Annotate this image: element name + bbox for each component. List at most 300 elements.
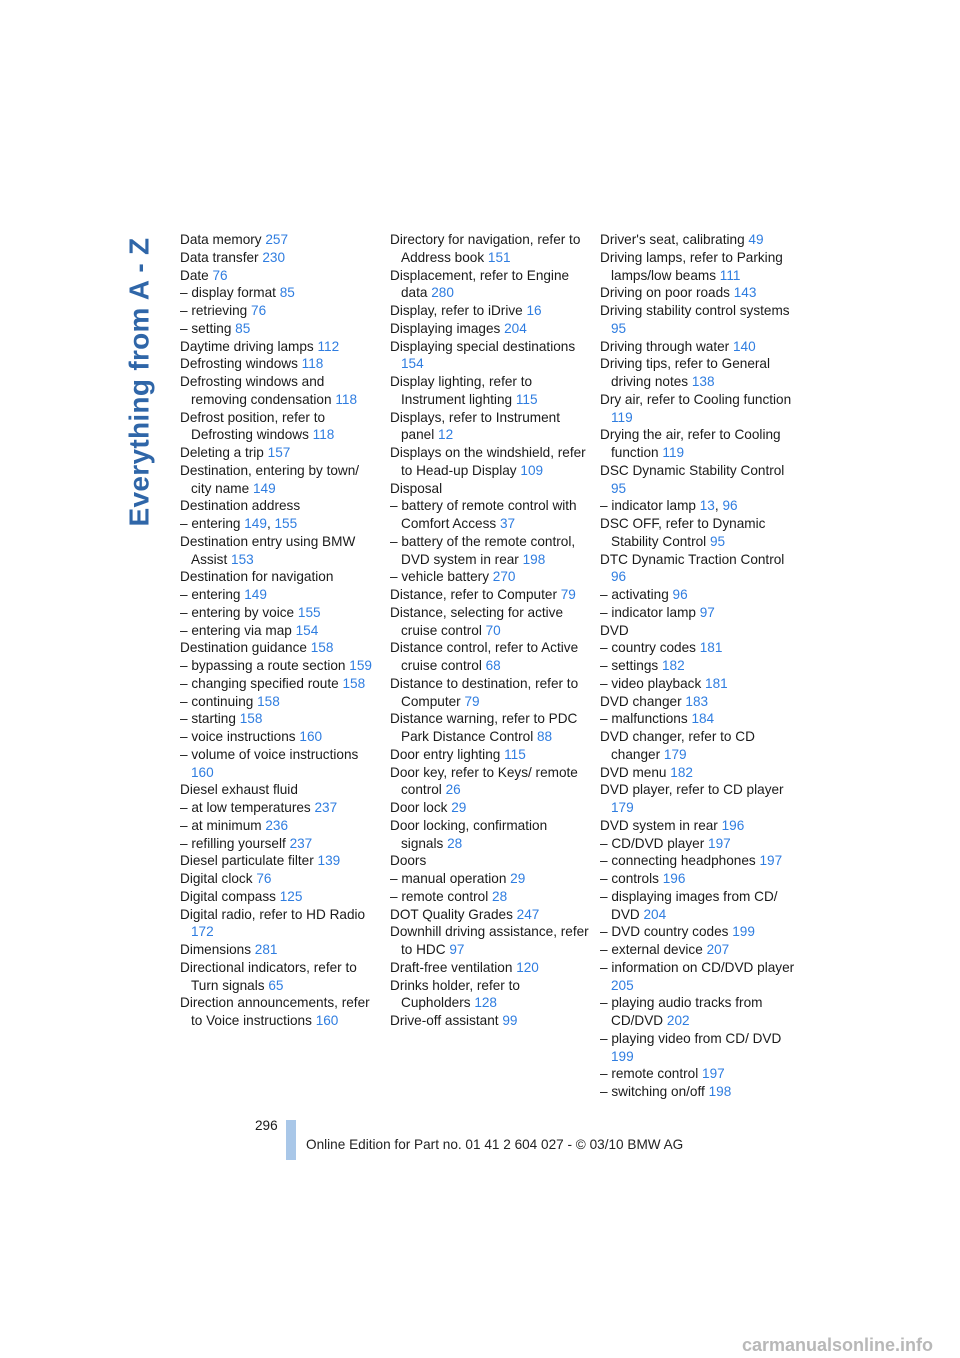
page-link[interactable]: 119 (611, 409, 633, 425)
index-term: Displays, refer to Instrument panel (390, 409, 560, 443)
index-term: – changing specified route (180, 675, 339, 691)
index-entry (390, 870, 590, 888)
page-link[interactable]: 96 (672, 587, 688, 602)
page-link[interactable]: 197 (708, 835, 731, 851)
index-entry (390, 533, 590, 569)
index-column-3 (600, 231, 800, 1101)
index-term: Door key, refer to Keys/ remote control (390, 764, 578, 798)
index-entry (180, 373, 380, 409)
index-entry (600, 586, 800, 604)
index-entry (180, 249, 380, 267)
index-term: Digital radio, refer to HD Radio (180, 906, 366, 922)
index-term: DVD player, refer to CD player (600, 782, 784, 798)
page-link[interactable]: 204 (504, 320, 527, 336)
index-entry (390, 568, 590, 586)
index-entry (180, 852, 380, 870)
index-term: – indicator lamp (600, 498, 696, 514)
index-entry (600, 302, 800, 338)
index-entry (180, 302, 380, 320)
page-link[interactable]: 97 (449, 942, 465, 957)
index-term: Data transfer (180, 249, 259, 265)
index-entry (600, 1065, 800, 1083)
index-term: – voice instructions (180, 729, 296, 744)
index-entry (600, 923, 800, 941)
index-entry (600, 728, 800, 764)
index-term: DVD (600, 622, 629, 638)
index-entry (390, 604, 590, 640)
index-entry (390, 586, 590, 604)
page-link[interactable]: 29 (510, 871, 526, 886)
index-term: – activating (600, 587, 669, 602)
page-link[interactable]: 138 (691, 374, 715, 389)
index-entry (180, 462, 380, 498)
page-link[interactable]: 236 (265, 817, 289, 833)
index-entry (180, 870, 380, 888)
page-number: 296 (255, 1118, 278, 1133)
index-entry (390, 817, 590, 853)
index-entry (180, 604, 380, 622)
page-link[interactable]: 49 (748, 232, 764, 247)
page-link[interactable]: 95 (611, 320, 627, 336)
index-entry (600, 231, 800, 249)
index-term: – display format (180, 285, 276, 301)
index-term: – controls (600, 871, 659, 886)
page-link[interactable]: 154 (295, 622, 319, 638)
index-term: Driving through water (600, 338, 730, 354)
index-term: – connecting headphones (600, 853, 756, 869)
index-entry (600, 693, 800, 711)
index-column-1 (180, 231, 380, 1030)
index-term: Dry air, refer to Cooling function (600, 391, 792, 407)
index-column-2 (390, 231, 590, 1030)
page-link[interactable]: 149 (244, 587, 267, 602)
index-term: Display lighting, refer to Instrument lighting (390, 374, 533, 407)
page-link[interactable]: 247 (516, 906, 540, 922)
index-entry (180, 409, 380, 445)
index-entry (390, 906, 590, 924)
index-term: Defrosting windows and removing condensation (180, 374, 332, 407)
page-link[interactable]: 198 (522, 551, 546, 567)
index-term: Dimensions (180, 942, 252, 957)
index-term: Door locking, confirmation signals (390, 817, 548, 851)
index-term: Destination guidance (180, 640, 307, 656)
index-entry (390, 639, 590, 675)
index-term: Displays on the windshield, refer to Head-up Display (390, 445, 586, 478)
page-link[interactable]: 13 (699, 498, 715, 514)
index-term: DSC OFF, refer to Dynamic Stability Control (600, 516, 766, 549)
index-term: Destination address (180, 498, 301, 514)
index-entry (180, 906, 380, 942)
index-term: Destination for navigation (180, 569, 334, 585)
page-link[interactable]: 281 (254, 942, 278, 957)
page-link[interactable]: 280 (431, 285, 454, 301)
page-link[interactable]: 182 (661, 658, 685, 673)
page-link[interactable]: 202 (666, 1013, 690, 1028)
page-link[interactable]: 158 (342, 675, 366, 691)
index-term: Door lock (390, 800, 448, 815)
index-term: – country codes (600, 640, 696, 656)
index-term: – external device (600, 942, 703, 957)
index-entry (600, 355, 800, 391)
page-link[interactable]: 172 (191, 924, 214, 940)
index-term: Display, refer to iDrive (390, 303, 523, 318)
index-entry (180, 675, 380, 693)
index-term: Disposal (390, 480, 443, 496)
page-link[interactable]: 196 (721, 817, 745, 833)
page-link[interactable]: 184 (691, 711, 715, 727)
index-entry (180, 231, 380, 249)
page-link[interactable]: 68 (485, 658, 501, 673)
index-entry (180, 959, 380, 995)
index-entry (600, 835, 800, 853)
index-term: Diesel particulate filter (180, 853, 314, 869)
index-entry (600, 870, 800, 888)
page-link[interactable]: 37 (499, 516, 516, 531)
index-term: Digital compass (180, 888, 276, 904)
index-term: Diesel exhaust fluid (180, 782, 298, 798)
index-entry (600, 551, 800, 587)
index-term: Directional indicators, refer to Turn signals (180, 959, 357, 993)
index-entry (600, 710, 800, 728)
index-entry (390, 1012, 590, 1030)
index-entry (600, 959, 800, 995)
index-entry (600, 817, 800, 835)
page-link[interactable]: 115 (515, 391, 538, 407)
page-link[interactable]: 183 (685, 693, 709, 709)
page-link[interactable]: 198 (708, 1084, 732, 1099)
page-link[interactable]: 118 (301, 356, 324, 372)
index-entry (390, 852, 590, 870)
index-term: – playing video from CD/ DVD (600, 1030, 782, 1046)
index-term: Defrost position, refer to Defrosting windows (180, 409, 326, 443)
page-link[interactable]: 237 (314, 800, 338, 815)
index-entry (390, 497, 590, 533)
index-term: – setting (180, 320, 232, 336)
watermark: carmanualsonline.info (742, 1335, 934, 1355)
index-term: – battery of the remote control, DVD system in rear (390, 533, 576, 567)
page-link[interactable]: 181 (699, 640, 723, 656)
page-link[interactable]: 79 (464, 693, 480, 709)
page-link[interactable]: 155 (274, 516, 298, 531)
page-link[interactable]: 153 (231, 551, 254, 567)
page-link[interactable]: 26 (445, 782, 461, 798)
page-link[interactable]: 118 (312, 427, 335, 443)
index-term: Distance, refer to Computer (390, 587, 557, 602)
index-term: Deleting a trip (180, 445, 264, 460)
page-link[interactable]: 28 (447, 835, 463, 851)
page-link[interactable]: 181 (705, 675, 728, 691)
index-entry (600, 1030, 800, 1066)
index-term: DVD changer, refer to CD changer (600, 729, 755, 762)
index-term: Doors (390, 853, 427, 869)
index-term: Distance warning, refer to PDC Park Distance Control (390, 711, 578, 744)
index-term: Destination, entering by town/ city name (180, 462, 360, 496)
index-term: Direction announcements, refer to Voice instructions (180, 995, 370, 1028)
index-entry (180, 444, 380, 462)
index-term: Door entry lighting (390, 746, 501, 762)
page-link[interactable]: 29 (451, 800, 467, 815)
index-entry (390, 444, 590, 480)
page-link[interactable]: 160 (299, 729, 323, 744)
page-link[interactable]: 197 (702, 1066, 725, 1082)
index-entry (180, 799, 380, 817)
page-link[interactable]: 159 (349, 658, 372, 673)
index-entry (180, 497, 380, 515)
page-link[interactable]: 65 (268, 977, 284, 993)
index-term: DVD menu (600, 764, 667, 780)
page-link[interactable]: 158 (239, 711, 263, 727)
index-entry (600, 764, 800, 782)
index-term: – information on CD/DVD player (600, 959, 795, 975)
page-link[interactable]: 76 (212, 267, 228, 283)
index-entry (390, 320, 590, 338)
index-term: – indicator lamp (600, 604, 696, 620)
index-term: – entering (180, 516, 241, 531)
index-entry (180, 710, 380, 728)
page-link[interactable]: 85 (235, 320, 251, 336)
index-term: – remote control (390, 888, 489, 904)
page-link[interactable]: 28 (492, 888, 508, 904)
index-entry (600, 941, 800, 959)
index-term: DVD changer (600, 693, 682, 709)
index-term: – entering (180, 587, 241, 602)
index-term: Displaying special destinations (390, 338, 576, 354)
page-link[interactable]: 128 (474, 995, 497, 1011)
index-entry (180, 994, 380, 1030)
index-term: – entering via map (180, 622, 292, 638)
page-link[interactable]: 16 (526, 303, 542, 318)
index-entry (390, 710, 590, 746)
index-term: – remote control (600, 1066, 699, 1082)
page-link[interactable]: 111 (719, 267, 741, 283)
index-term: – switching on/off (600, 1084, 705, 1099)
page-link[interactable]: 158 (310, 640, 334, 656)
index-entry (390, 675, 590, 711)
page-link[interactable]: 79 (560, 587, 576, 602)
page-link[interactable]: 151 (487, 249, 511, 265)
page-link[interactable]: 205 (611, 977, 634, 993)
page-link[interactable]: 139 (317, 853, 341, 869)
index-term: – displaying images from CD/ DVD (600, 888, 778, 922)
page-link[interactable]: 76 (251, 303, 267, 318)
index-term: Distance, selecting for active cruise control (390, 604, 564, 638)
page-link[interactable]: 160 (315, 1013, 339, 1028)
index-term: Defrosting windows (180, 356, 298, 372)
index-term: Data memory (180, 232, 262, 247)
page-link[interactable]: 199 (732, 924, 755, 940)
index-entry (180, 533, 380, 569)
index-entry (390, 267, 590, 303)
page-link[interactable]: 207 (706, 942, 730, 957)
footer-edition-text: Online Edition for Part no. 01 41 2 604 027 - © 03/10 BMW AG (306, 1137, 684, 1152)
index-entry (600, 781, 800, 817)
index-entry (180, 355, 380, 373)
page-link[interactable]: 99 (502, 1013, 518, 1028)
page-link[interactable]: 12 (438, 427, 454, 443)
page-link[interactable]: 112 (317, 338, 340, 354)
index-term: Drive-off assistant (390, 1013, 499, 1028)
page-link[interactable]: 160 (191, 764, 214, 780)
index-term: – settings (600, 658, 659, 673)
index-term: Daytime driving lamps (180, 338, 314, 354)
index-entry (390, 480, 590, 498)
index-entry (600, 639, 800, 657)
index-term: Displacement, refer to Engine data (390, 267, 570, 301)
index-entry (180, 657, 380, 675)
index-term: Drinks holder, refer to Cupholders (390, 977, 520, 1011)
index-entry (600, 462, 800, 498)
index-entry (600, 994, 800, 1030)
index-entry (600, 888, 800, 924)
index-entry (180, 888, 380, 906)
page-link[interactable]: 237 (289, 835, 313, 851)
index-entry (180, 639, 380, 657)
index-entry (600, 426, 800, 462)
index-term: – volume of voice instructions (180, 746, 359, 762)
index-term: Distance to destination, refer to Computer (390, 675, 579, 709)
index-term: – DVD country codes (600, 924, 729, 940)
page-link[interactable]: 96 (722, 498, 738, 514)
page-link[interactable]: 140 (732, 338, 756, 354)
page-link[interactable]: 199 (611, 1048, 634, 1064)
index-entry (390, 373, 590, 409)
index-entry (390, 338, 590, 374)
index-entry (390, 959, 590, 977)
page-link[interactable]: 76 (256, 871, 272, 886)
page-link[interactable]: 143 (733, 285, 757, 301)
index-term: Driving stability control systems (600, 303, 790, 318)
page-link[interactable]: 109 (520, 462, 544, 478)
index-entry (390, 746, 590, 764)
page-link[interactable]: 120 (516, 959, 539, 975)
page-link[interactable]: 270 (492, 569, 516, 585)
page-link[interactable]: 119 (662, 445, 685, 460)
page-link[interactable]: 204 (643, 906, 667, 922)
index-entry (390, 409, 590, 445)
page-link[interactable]: 118 (335, 391, 358, 407)
side-title-text: Everything from A - Z (123, 237, 155, 527)
index-entry (180, 817, 380, 835)
index-term: – refilling yourself (180, 835, 286, 851)
index-entry (600, 1083, 800, 1101)
index-entry (600, 675, 800, 693)
index-entry (390, 888, 590, 906)
page-link[interactable]: 97 (699, 604, 715, 620)
page-link[interactable]: 155 (297, 604, 321, 620)
index-term: Draft-free ventilation (390, 959, 513, 975)
index-entry (390, 231, 590, 267)
index-term: – at low temperatures (180, 800, 311, 815)
index-entry: – indicator lamp 13, 96 (600, 498, 738, 514)
index-term: – video playback (600, 675, 702, 691)
index-term: Destination entry using BMW Assist (180, 533, 356, 567)
index-entry (180, 746, 380, 782)
index-term: – vehicle battery (390, 569, 489, 585)
page-link[interactable]: 197 (759, 853, 783, 869)
index-term: – malfunctions (600, 711, 688, 727)
page-link[interactable]: 182 (670, 764, 693, 780)
index-entry (390, 764, 590, 800)
page-link[interactable]: 257 (265, 232, 289, 247)
page-link[interactable]: 179 (663, 746, 687, 762)
page-link[interactable]: 154 (401, 356, 424, 372)
index-term: Driving tips, refer to General driving notes (600, 356, 770, 389)
index-term: – manual operation (390, 871, 507, 886)
page-link[interactable]: 230 (262, 249, 286, 265)
page-link[interactable]: 115 (504, 746, 526, 762)
index-entry (180, 267, 380, 285)
footer-accent-bar (286, 1120, 296, 1160)
page-link[interactable]: 149 (252, 480, 276, 496)
page-link[interactable]: 125 (279, 888, 303, 904)
index-entry (600, 622, 800, 640)
index-entry: – entering 149, 155 (180, 516, 298, 531)
index-term: – CD/DVD player (600, 835, 705, 851)
index-term: – entering by voice (180, 604, 295, 620)
index-term: – playing audio tracks from CD/DVD (600, 995, 763, 1028)
index-term: – bypassing a route section (180, 658, 346, 673)
page-link[interactable]: 85 (279, 285, 295, 301)
page-link[interactable]: 196 (662, 871, 686, 886)
index-term: Driver's seat, calibrating (600, 232, 745, 247)
index-entry (180, 338, 380, 356)
index-entry (390, 977, 590, 1013)
page-link[interactable]: 157 (267, 445, 291, 460)
index-entry (180, 586, 380, 604)
page-link[interactable]: 88 (537, 729, 553, 744)
index-entry (180, 693, 380, 711)
index-term: Downhill driving assistance, refer to HDC (390, 924, 589, 957)
index-entry (180, 781, 380, 799)
index-term: DVD system in rear (600, 817, 718, 833)
index-term: Date (180, 267, 209, 283)
index-entry (180, 568, 380, 586)
index-term: – battery of remote control with Comfort Access (390, 498, 577, 531)
index-term: DOT Quality Grades (390, 906, 513, 922)
page-link[interactable]: 95 (611, 480, 627, 496)
index-term: Drying the air, refer to Cooling function (600, 427, 781, 460)
page-link[interactable]: 95 (709, 533, 726, 549)
index-term: Driving on poor roads (600, 285, 730, 301)
index-entry (600, 338, 800, 356)
page-link[interactable]: 70 (485, 622, 501, 638)
index-entry (600, 515, 800, 551)
index-entry (600, 391, 800, 427)
index-entry (390, 799, 590, 817)
index-term: – at minimum (180, 817, 262, 833)
index-entry (180, 941, 380, 959)
index-entry (600, 604, 800, 622)
index-term: Digital clock (180, 871, 253, 886)
index-entry (180, 320, 380, 338)
index-term: DTC Dynamic Traction Control (600, 551, 785, 567)
index-term: – retrieving (180, 303, 248, 318)
index-term: Directory for navigation, refer to Address book (390, 232, 581, 265)
index-entry (180, 284, 380, 302)
page-link[interactable]: 149 (244, 516, 267, 531)
index-term: – continuing (180, 693, 254, 709)
section-side-title (122, 232, 156, 532)
index-term: Driving lamps, refer to Parking lamps/low beams (600, 249, 783, 283)
index-entry (180, 835, 380, 853)
page-link[interactable]: 158 (257, 693, 280, 709)
index-term: DSC Dynamic Stability Control (600, 462, 785, 478)
page-link[interactable]: 179 (611, 800, 634, 815)
page-link[interactable]: 96 (611, 569, 627, 585)
index-entry (390, 923, 590, 959)
index-entry (600, 657, 800, 675)
index-entry (180, 728, 380, 746)
